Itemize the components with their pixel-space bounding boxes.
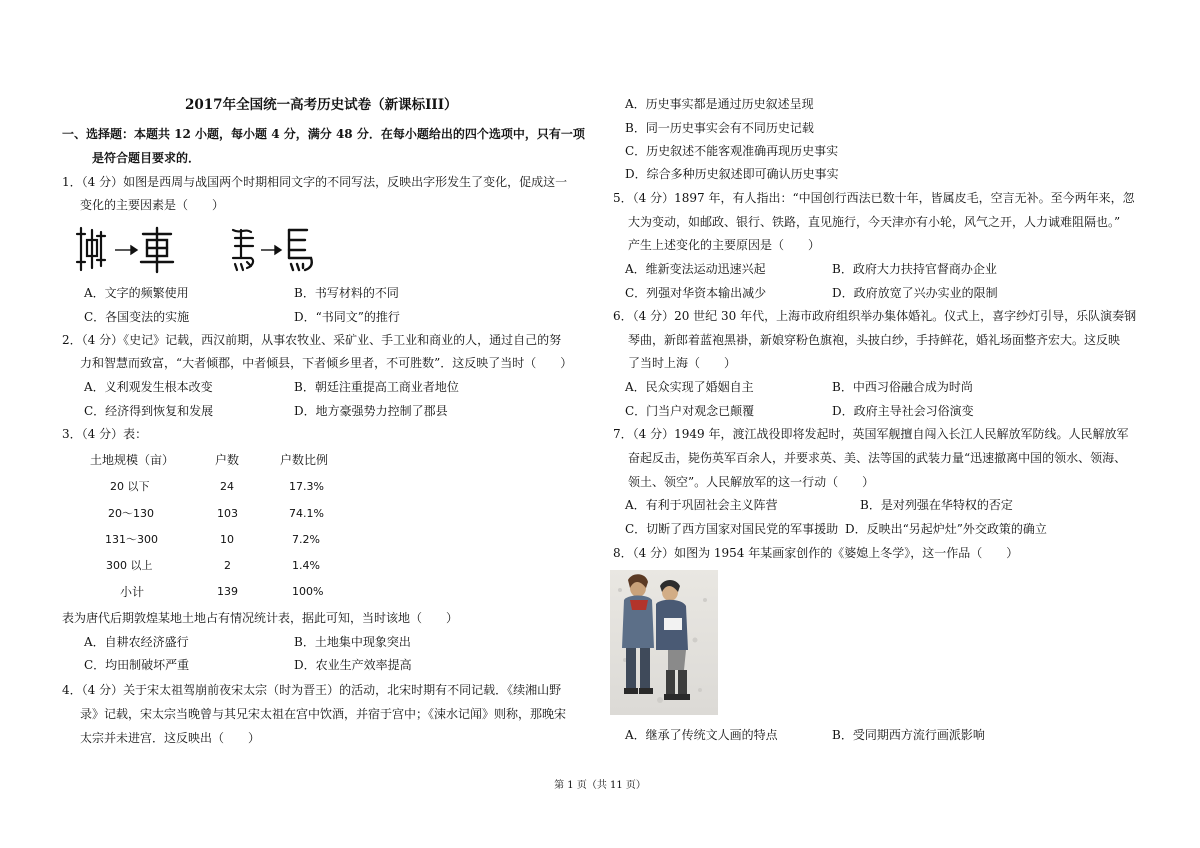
table-cell: 7.2% bbox=[292, 533, 320, 546]
table-cell: 20～130 bbox=[108, 507, 154, 520]
q6-option-d: D．政府主导社会习俗演变 bbox=[832, 404, 974, 418]
q1-stem-line2: 变化的主要因素是（ ） bbox=[80, 198, 225, 212]
table-cell: 103 bbox=[217, 507, 238, 520]
table-cell: 300 以上 bbox=[106, 559, 153, 572]
q8-stem-line1: 8．（4 分）如图为 1954 年某画家创作的《婆媳上冬学》，这一作品（ ） bbox=[613, 546, 1019, 560]
q8-option-a: A．继承了传统文人画的特点 bbox=[625, 728, 778, 742]
q2-stem-line1: 2．（4 分）《史记》记载，西汉前期，从事农牧业、采矿业、手工业和商业的人，通过自己的努 bbox=[62, 333, 562, 347]
arrow-icon bbox=[261, 246, 281, 254]
modern-chariot-glyph bbox=[141, 228, 173, 272]
section-header-line1: 一、选择题：本题共 12 小题，每小题 4 分，满分 48 分．在每小题给出的四个选项中，只有一项 bbox=[62, 127, 585, 141]
q5-stem-line3: 产生上述变化的主要原因是（ ） bbox=[628, 238, 821, 252]
q2-option-d: D．地方豪强势力控制了郡县 bbox=[294, 404, 448, 418]
table-cell: 100% bbox=[292, 585, 324, 598]
q1-option-b: B．书写材料的不同 bbox=[294, 286, 399, 300]
q2-stem-line2: 力和智慧而致富，“大者倾郡，中者倾县，下者倾乡里者，不可胜数”．这反映了当时（ ） bbox=[80, 356, 573, 370]
q3-stem-line2: 表为唐代后期敦煌某地土地占有情况统计表，据此可知，当时该地（ ） bbox=[62, 611, 459, 625]
q5-stem-line1: 5．（4 分）1897 年，有人指出：“中国创行西法已数十年，皆属皮毛，空言无补。至今两年来，忽 bbox=[613, 191, 1135, 205]
ancient-horse-glyph bbox=[233, 230, 253, 270]
q4-stem-line2: 录》记载，宋太宗当晚曾与其兄宋太祖在宫中饮酒，并宿于宫中；《涑水记闻》则称，那晚宋 bbox=[80, 707, 567, 721]
q7-option-b: B．是对列强在华特权的否定 bbox=[860, 498, 1013, 512]
table-header: 户数比例 bbox=[280, 453, 329, 467]
arrow-icon bbox=[115, 246, 137, 254]
q4-option-c: C．历史叙述不能客观准确再现历史事实 bbox=[625, 144, 839, 158]
q6-stem-line1: 6．（4 分）20 世纪 30 年代，上海市政府组织举办集体婚礼。仪式上，喜字纱灯引导，乐队演奏钢 bbox=[613, 309, 1137, 323]
modern-horse-glyph bbox=[289, 230, 312, 270]
table-cell: 10 bbox=[220, 533, 234, 546]
q7-stem-line2: 奋起反击，毙伤英军百余人，并要求英、美、法等国的武装力量“迅速撤离中国的领水、领海、 bbox=[628, 451, 1127, 465]
q3-stem-line1: 3．（4 分）表： bbox=[62, 427, 148, 441]
table-cell: 131～300 bbox=[105, 533, 158, 546]
q7-stem-line3: 领土、领空”。人民解放军的这一行动（ ） bbox=[628, 475, 875, 489]
q7-option-c: C．切断了西方国家对国民党的军事援助 bbox=[625, 522, 839, 536]
q4-option-d: D．综合多种历史叙述即可确认历史事实 bbox=[625, 167, 839, 181]
q1-option-a: A．文字的频繁使用 bbox=[84, 286, 189, 300]
q8-option-b: B．受同期西方流行画派影响 bbox=[832, 728, 985, 742]
q8-painting-image bbox=[610, 570, 718, 715]
q4-option-a: A．历史事实都是通过历史叙述呈现 bbox=[625, 97, 814, 111]
q7-stem-line1: 7．（4 分）1949 年，渡江战役即将发起时，英国军舰擅自闯入长江人民解放军防线。人民解放军 bbox=[613, 427, 1129, 441]
q1-character-figure bbox=[75, 224, 320, 274]
page-footer: 第 1 页（共 11 页） bbox=[554, 780, 646, 791]
q2-option-a: A．义利观发生根本改变 bbox=[84, 380, 213, 394]
q4-stem-line3: 太宗并未进宫．这反映出（ ） bbox=[80, 731, 261, 745]
q6-option-a: A．民众实现了婚姻自主 bbox=[625, 380, 754, 394]
table-header: 土地规模（亩） bbox=[90, 453, 175, 467]
q5-option-b: B．政府大力扶持官督商办企业 bbox=[832, 262, 997, 276]
ancient-chariot-glyph bbox=[77, 228, 105, 270]
q5-option-c: C．列强对华资本输出减少 bbox=[625, 286, 767, 300]
table-cell: 74.1% bbox=[289, 507, 324, 520]
q6-stem-line3: 了当时上海（ ） bbox=[628, 356, 737, 370]
q5-stem-line2: 大为变动，如邮政、银行、铁路，直见施行，今天津亦有小轮，风气之开，人力诚难阻隔也。” bbox=[628, 215, 1121, 229]
q3-option-c: C．均田制破坏严重 bbox=[84, 658, 190, 672]
q7-option-a: A．有利于巩固社会主义阵营 bbox=[625, 498, 778, 512]
q5-option-a: A．维新变法运动迅速兴起 bbox=[625, 262, 766, 276]
q7-option-d: D．反映出“另起炉灶”外交政策的确立 bbox=[845, 522, 1047, 536]
q4-option-b: B．同一历史事实会有不同历史记载 bbox=[625, 121, 814, 135]
q2-option-c: C．经济得到恢复和发展 bbox=[84, 404, 214, 418]
table-cell: 17.3% bbox=[289, 480, 324, 493]
table-cell: 2 bbox=[224, 559, 231, 572]
q2-option-b: B．朝廷注重提高工商业者地位 bbox=[294, 380, 459, 394]
section-header-line2: 是符合题目要求的． bbox=[92, 151, 201, 165]
q3-option-b: B．土地集中现象突出 bbox=[294, 635, 411, 649]
page-title: 2017年全国统一高考历史试卷（新课标III） bbox=[185, 97, 458, 113]
q3-option-d: D．农业生产效率提高 bbox=[294, 658, 412, 672]
q3-option-a: A．自耕农经济盛行 bbox=[84, 635, 189, 649]
table-cell: 1.4% bbox=[292, 559, 320, 572]
table-header: 户数 bbox=[215, 453, 240, 467]
table-cell: 24 bbox=[220, 480, 234, 493]
q4-stem-line1: 4．（4 分）关于宋太祖驾崩前夜宋太宗（时为晋王）的活动，北宋时期有不同记载．《续湘山野 bbox=[62, 683, 562, 697]
q6-option-b: B．中西习俗融合成为时尚 bbox=[832, 380, 973, 394]
table-cell: 139 bbox=[217, 585, 238, 598]
q1-option-c: C．各国变法的实施 bbox=[84, 310, 190, 324]
q5-option-d: D．政府放宽了兴办实业的限制 bbox=[832, 286, 998, 300]
q1-option-d: D．“书同文”的推行 bbox=[294, 310, 400, 324]
table-cell: 小计 bbox=[120, 585, 145, 599]
q6-stem-line2: 琴曲，新郎着蓝袍黑褂，新娘穿粉色旗袍，头披白纱，手持鲜花，婚礼场面整齐宏大。这反映 bbox=[628, 333, 1121, 347]
q1-stem-line1: 1．（4 分）如图是西周与战国两个时期相同文字的不同写法，反映出字形发生了变化，促成这一 bbox=[62, 175, 568, 189]
table-cell: 20 以下 bbox=[110, 480, 150, 493]
q6-option-c: C．门当户对观念已颠覆 bbox=[625, 404, 755, 418]
